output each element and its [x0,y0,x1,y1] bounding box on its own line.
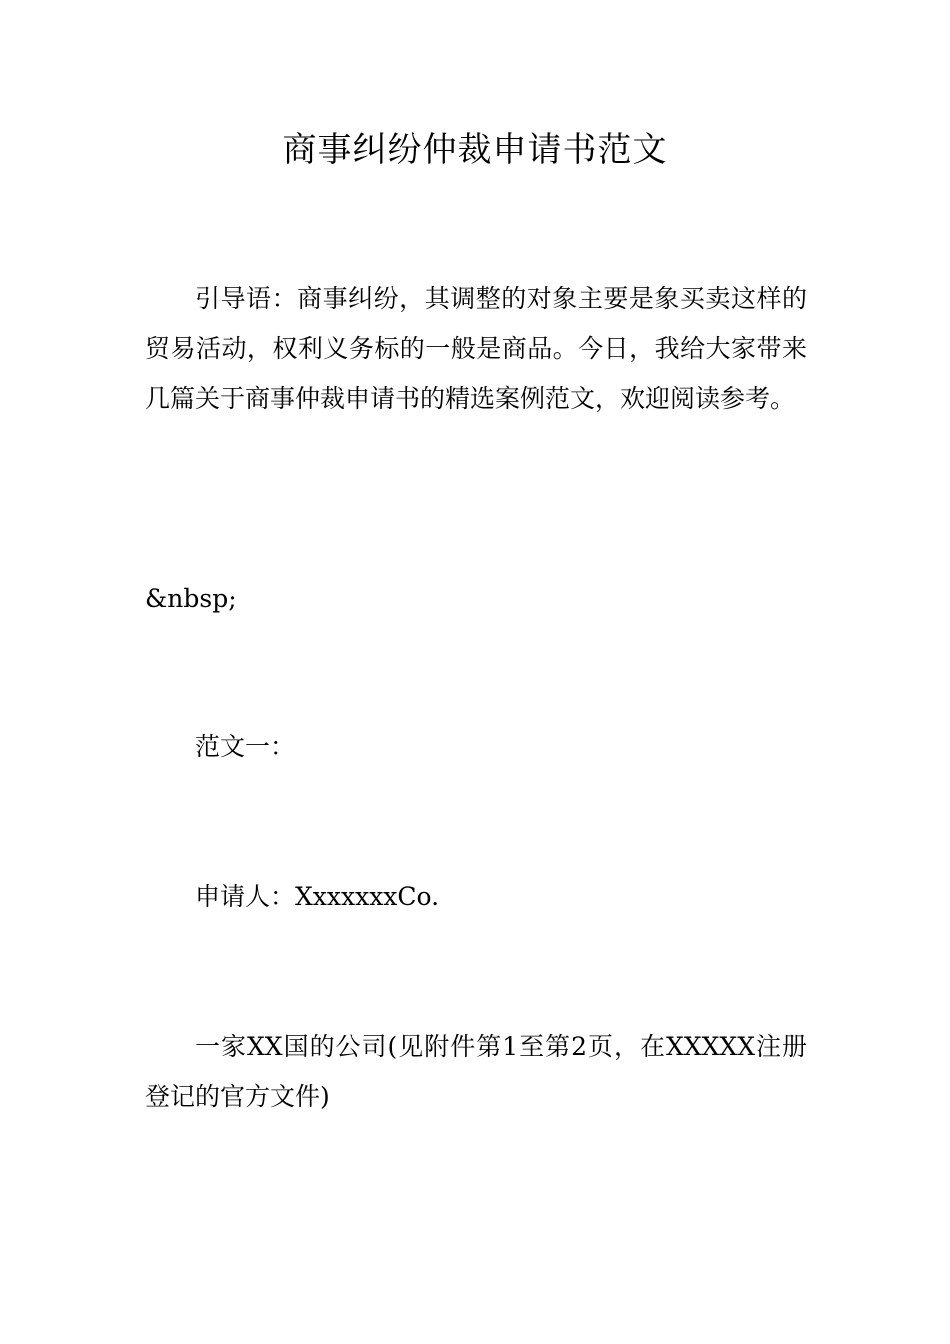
nbsp-paragraph: &nbsp; [145,584,237,613]
document-title: 商事纠纷仲裁申请书范文 [282,130,668,170]
applicant-paragraph: 申请人：XxxxxxxCo. [195,882,440,911]
intro-paragraph: 引导语：商事纠纷，其调整的对象主要是象买卖这样的贸易活动，权利义务标的一般是商品。今日，我给大家带来几篇关于商事仲裁申请书的精选案例范文，欢迎阅读参考。 [145,284,807,413]
company-paragraph: 一家XX国的公司(见附件第1至第2页，在XXXXX注册登记的官方文件) [145,1032,807,1111]
sample-heading: 范文一： [195,732,296,761]
